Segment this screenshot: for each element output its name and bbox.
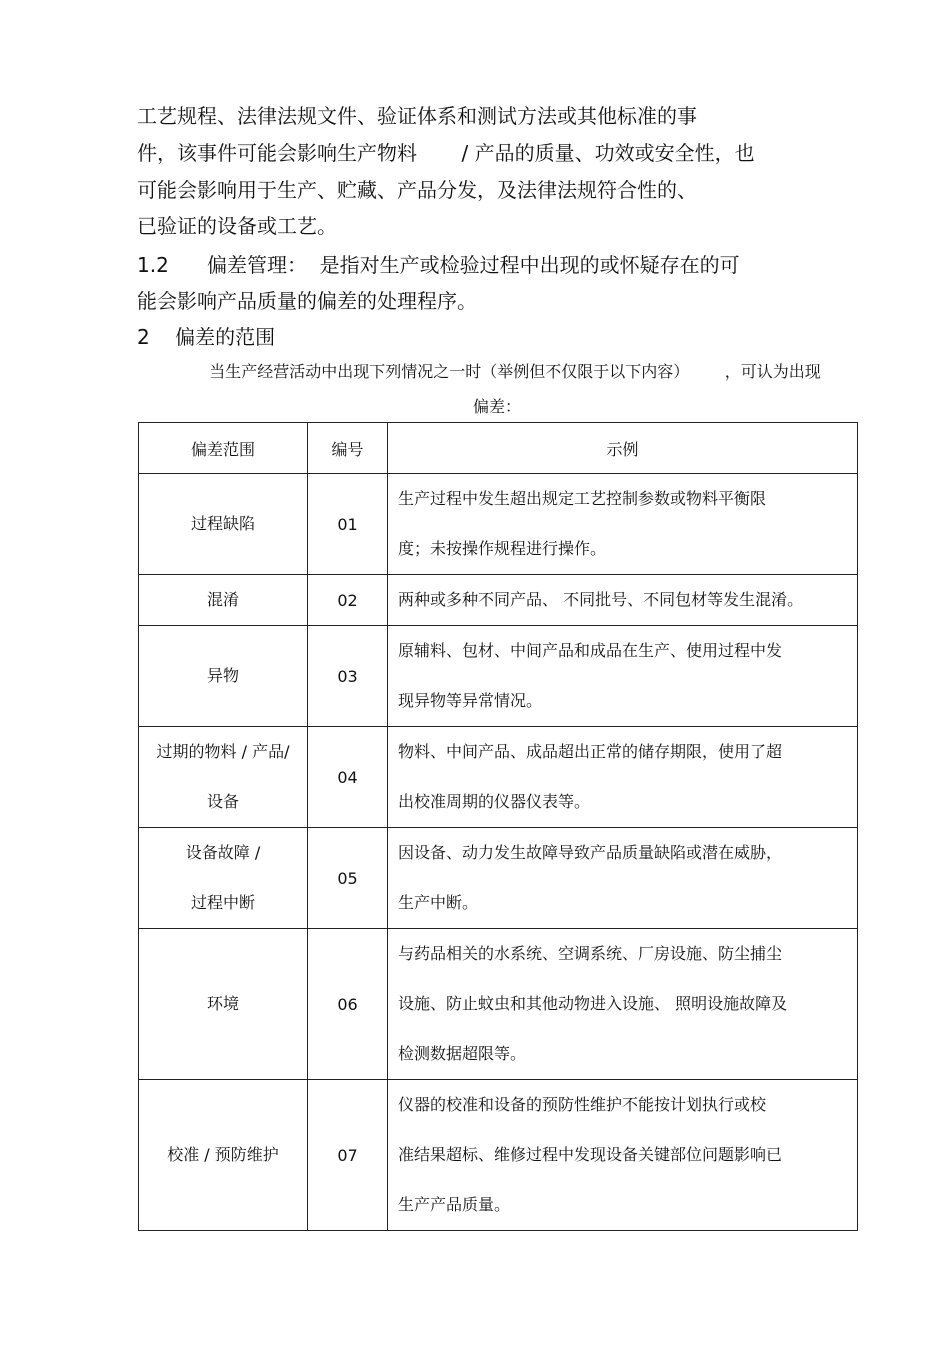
example-line: 两种或多种不同产品、 不同批号、不同包材等发生混淆。 (398, 590, 804, 609)
table-row (139, 727, 858, 828)
example-line: 因设备、动力发生故障导致产品质量缺陷或潜在威胁， (398, 843, 783, 862)
section-1-2-line: 1.2 偏差管理： 是指对生产或检验过程中出现的或怀疑存在的可 (137, 253, 740, 277)
range-cell: 过程缺陷 (190, 514, 255, 533)
example-line: 物料、中间产品、成品超出正常的储存期限，使用了超 (398, 742, 783, 761)
number-cell: 07 (308, 1080, 388, 1231)
section-heading: 2 偏差的范围 (137, 325, 276, 349)
body-line: 件，该事件可能会影响生产物料 / 产品的质量、功效或安全性，也 (137, 141, 755, 165)
header-range: 偏差范围 (139, 423, 308, 474)
number-cell: 05 (308, 828, 388, 929)
range-cell: 环境 (206, 994, 239, 1013)
range-cell-line: 过程中断 (190, 893, 255, 912)
range-cell-line: 设备 (206, 792, 239, 811)
intro-line: 偏差： (472, 397, 521, 416)
example-line: 生产产品质量。 (398, 1195, 511, 1214)
table-row (139, 474, 858, 575)
example-line: 检测数据超限等。 (398, 1044, 527, 1063)
number-cell: 02 (308, 575, 388, 626)
deviation-table (138, 422, 858, 1231)
table-row (139, 626, 858, 727)
body-line: 已验证的设备或工艺。 (137, 214, 337, 238)
example-line: 生产过程中发生超出规定工艺控制参数或物料平衡限 (398, 489, 767, 508)
number-cell: 04 (308, 727, 388, 828)
number-cell: 03 (308, 626, 388, 727)
example-line: 原辅料、包材、中间产品和成品在生产、使用过程中发 (398, 641, 783, 660)
range-cell: 校准 / 预防维护 (167, 1145, 279, 1164)
body-line: 可能会影响用于生产、贮藏、产品分发，及法律法规符合性的、 (137, 178, 697, 202)
example-line: 准结果超标、维修过程中发现设备关键部位问题影响已 (398, 1145, 783, 1164)
body-line: 能会影响产品质量的偏差的处理程序。 (137, 289, 477, 313)
table-row (139, 828, 858, 929)
table-row (139, 1080, 858, 1231)
header-number: 编号 (308, 423, 388, 474)
example-line: 出校准周期的仪器仪表等。 (398, 792, 591, 811)
table-header-row (139, 423, 858, 474)
table-row (139, 929, 858, 1080)
example-line: 设施、防止蚊虫和其他动物进入设施、 照明设施故障及 (398, 994, 788, 1013)
intro-line: 当生产经营活动中出现下列情况之一时（举例但不仅限于以下内容） ，可认为出现 (209, 362, 821, 381)
example-line: 度；未按操作规程进行操作。 (398, 539, 607, 558)
body-line: 工艺规程、法律法规文件、验证体系和测试方法或其他标准的事 (137, 104, 697, 128)
example-line: 现异物等异常情况。 (398, 691, 543, 710)
range-cell-line: 过期的物料 / 产品/ (156, 742, 290, 761)
example-line: 生产中断。 (398, 893, 479, 912)
number-cell: 06 (308, 929, 388, 1080)
range-cell: 混淆 (206, 590, 239, 609)
example-line: 仪器的校准和设备的预防性维护不能按计划执行或校 (398, 1095, 767, 1114)
example-line: 与药品相关的水系统、空调系统、厂房设施、防尘捕尘 (398, 944, 783, 963)
number-cell: 01 (308, 474, 388, 575)
header-example: 示例 (388, 423, 858, 474)
table-row (139, 575, 858, 626)
range-cell-line: 设备故障 / (185, 843, 261, 862)
range-cell: 异物 (206, 666, 239, 685)
